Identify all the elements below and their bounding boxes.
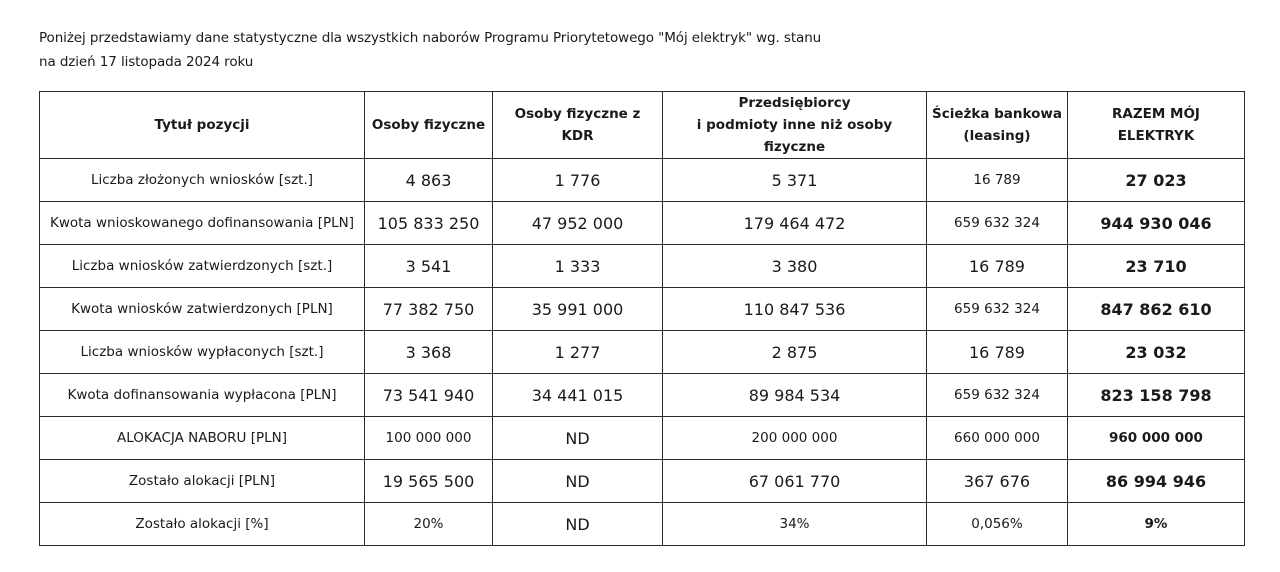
row-label: Zostało alokacji [%] <box>40 503 365 546</box>
table-cell: 659 632 324 <box>927 288 1068 331</box>
row-total: 23 710 <box>1068 245 1245 288</box>
table-row <box>40 202 1245 245</box>
column-header-line: Osoby fizyczne z KDR <box>514 106 641 144</box>
header-sciezka-bankowa <box>927 92 1068 159</box>
table-cell: 47 952 000 <box>493 202 663 245</box>
table-cell: 179 464 472 <box>663 202 927 245</box>
row-label: Kwota dofinansowania wypłacona [PLN] <box>40 374 365 417</box>
header-row <box>40 92 1245 159</box>
intro-text <box>39 26 1039 74</box>
row-label: Liczba wniosków wypłaconych [szt.] <box>40 331 365 374</box>
table-cell: 19 565 500 <box>365 460 493 503</box>
table-row <box>40 460 1245 503</box>
table-row <box>40 503 1245 546</box>
table-cell: 660 000 000 <box>927 417 1068 460</box>
header-razem <box>1068 92 1245 159</box>
table-cell: 16 789 <box>927 159 1068 202</box>
table-cell: 367 676 <box>927 460 1068 503</box>
table-row <box>40 159 1245 202</box>
table-cell: 659 632 324 <box>927 202 1068 245</box>
table-row <box>40 331 1245 374</box>
intro-line-1: Poniżej przedstawiamy dane statystyczne dla wszystkich naborów Programu Priorytetowego "Mój elektryk" wg. stanu <box>39 30 822 46</box>
row-label: Zostało alokacji [PLN] <box>40 460 365 503</box>
row-total: 847 862 610 <box>1068 288 1245 331</box>
table-cell: ND <box>493 460 663 503</box>
row-total: 27 023 <box>1068 159 1245 202</box>
table-cell: 16 789 <box>927 245 1068 288</box>
column-header-line: Przedsiębiorcy <box>738 95 851 111</box>
table-cell: 5 371 <box>663 159 927 202</box>
row-total: 9% <box>1068 503 1245 546</box>
row-total: 86 994 946 <box>1068 460 1245 503</box>
column-header-line: Tytuł pozycji <box>154 117 250 133</box>
table-cell: 110 847 536 <box>663 288 927 331</box>
table-cell: 20% <box>365 503 493 546</box>
table-row <box>40 245 1245 288</box>
column-header-line: Osoby fizyczne <box>371 117 486 133</box>
row-total: 23 032 <box>1068 331 1245 374</box>
table-cell: 1 776 <box>493 159 663 202</box>
table-cell: 3 541 <box>365 245 493 288</box>
table-cell: 67 061 770 <box>663 460 927 503</box>
table-cell: 16 789 <box>927 331 1068 374</box>
row-label: ALOKACJA NABORU [PLN] <box>40 417 365 460</box>
table-body <box>40 159 1245 546</box>
table-cell: 4 863 <box>365 159 493 202</box>
table-cell: 0,056% <box>927 503 1068 546</box>
table-cell: 73 541 940 <box>365 374 493 417</box>
table-cell: 35 991 000 <box>493 288 663 331</box>
column-header-line: RAZEM MÓJ ELEKTRYK <box>1112 106 1200 144</box>
table-cell: 3 380 <box>663 245 927 288</box>
row-label: Kwota wnioskowanego dofinansowania [PLN] <box>40 202 365 245</box>
row-total: 960 000 000 <box>1068 417 1245 460</box>
table-cell: 34 441 015 <box>493 374 663 417</box>
row-label: Liczba wniosków zatwierdzonych [szt.] <box>40 245 365 288</box>
header-osoby-fizyczne <box>365 92 493 159</box>
table-cell: 34% <box>663 503 927 546</box>
column-header-line: i podmioty inne niż osoby fizyczne <box>696 117 893 155</box>
table-cell: 105 833 250 <box>365 202 493 245</box>
table-cell: ND <box>493 503 663 546</box>
table-cell: 89 984 534 <box>663 374 927 417</box>
header-title <box>40 92 365 159</box>
column-header-line: Ścieżka bankowa <box>931 106 1062 122</box>
row-total: 823 158 798 <box>1068 374 1245 417</box>
header-przedsiebiorcy <box>663 92 927 159</box>
row-label: Liczba złożonych wniosków [szt.] <box>40 159 365 202</box>
table-header <box>40 92 1245 159</box>
table-cell: 100 000 000 <box>365 417 493 460</box>
table-cell: 77 382 750 <box>365 288 493 331</box>
header-osoby-fizyczne-kdr <box>493 92 663 159</box>
table-cell: 200 000 000 <box>663 417 927 460</box>
table-row <box>40 288 1245 331</box>
statistics-table <box>39 91 1245 546</box>
column-header-line: (leasing) <box>963 128 1031 144</box>
table-cell: 659 632 324 <box>927 374 1068 417</box>
table-cell: 3 368 <box>365 331 493 374</box>
intro-line-2: na dzień 17 listopada 2024 roku <box>39 54 254 70</box>
table-row <box>40 417 1245 460</box>
table-cell: 1 277 <box>493 331 663 374</box>
table-row <box>40 374 1245 417</box>
row-label: Kwota wniosków zatwierdzonych [PLN] <box>40 288 365 331</box>
row-total: 944 930 046 <box>1068 202 1245 245</box>
table-cell: 1 333 <box>493 245 663 288</box>
table-cell: 2 875 <box>663 331 927 374</box>
table-cell: ND <box>493 417 663 460</box>
